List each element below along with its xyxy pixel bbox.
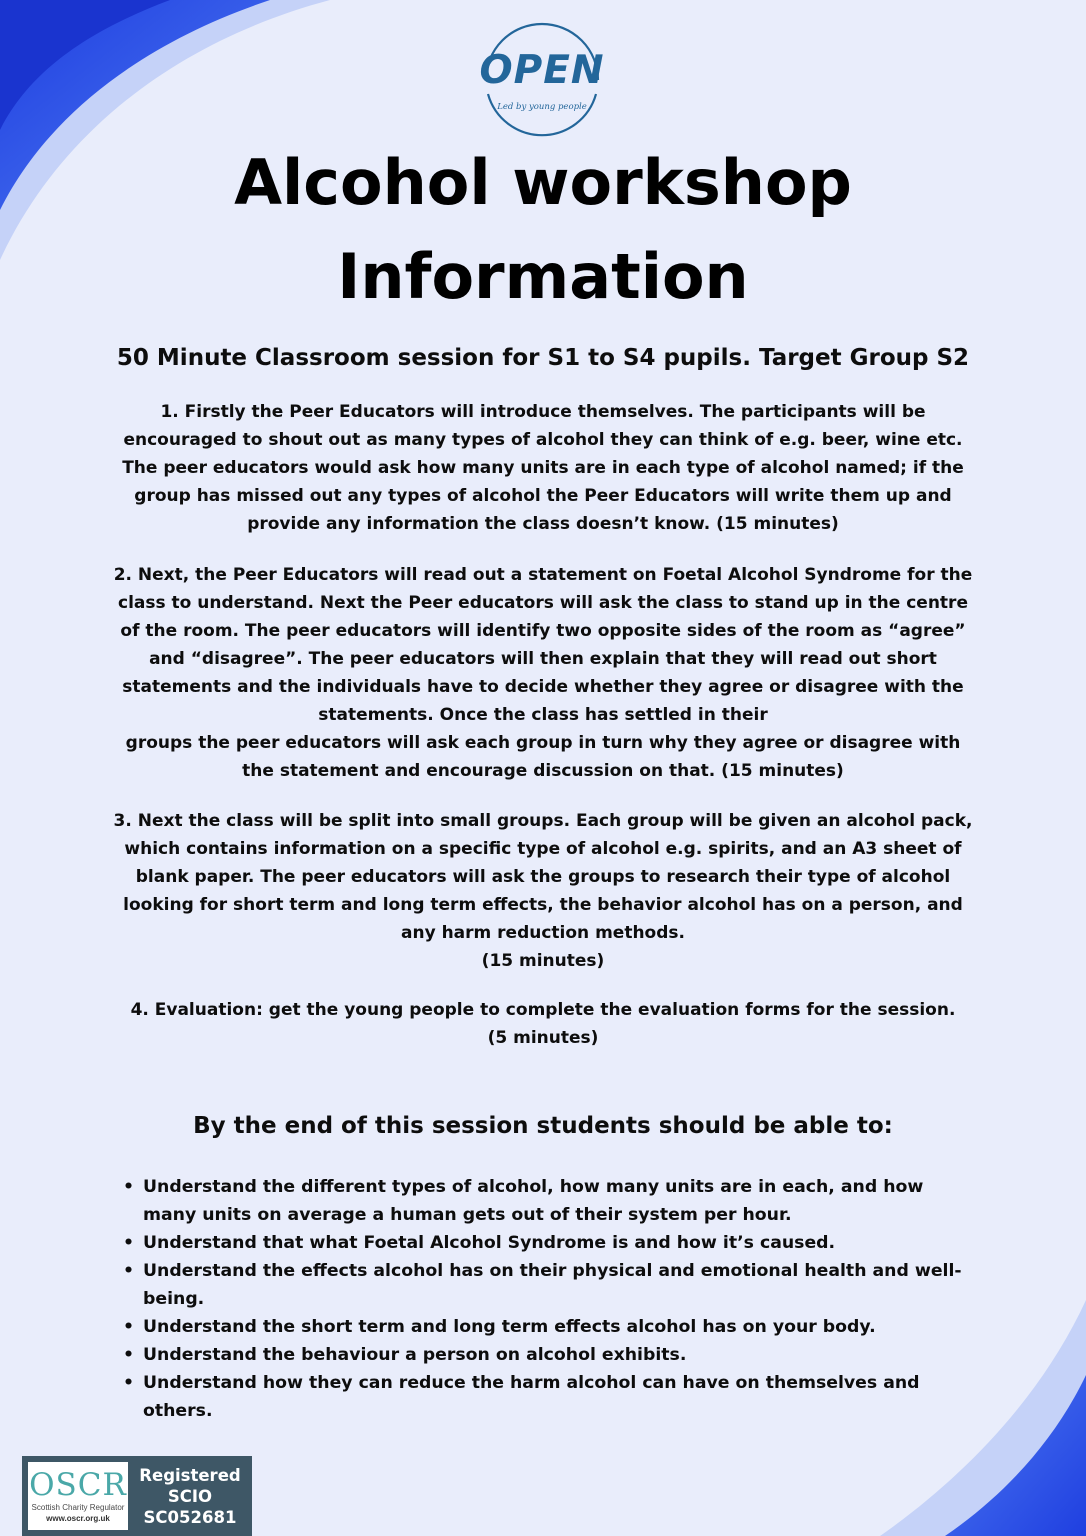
step-line: 3. Next the class will be split into small groups. Each group will be given an alcohol pack, <box>113 811 973 831</box>
step-line: provide any information the class doesn’t know. (15 minutes) <box>247 514 839 534</box>
list-item-line: being. <box>143 1289 205 1309</box>
step-line: which contains information on a specific type of alcohol e.g. spirits, and an A3 sheet of <box>124 839 962 859</box>
step-line: statements. Once the class has settled in their <box>318 705 768 725</box>
outcomes-heading: By the end of this session students should be able to: <box>193 1113 893 1139</box>
step-line: 2. Next, the Peer Educators will read out a statement on Foetal Alcohol Syndrome for the <box>113 565 973 585</box>
step-3 <box>90 807 996 975</box>
step-line: The peer educators would ask how many units are in each type of alcohol named; if the <box>122 458 964 478</box>
open-logo <box>474 22 610 146</box>
list-item <box>120 1173 980 1229</box>
step-line: encouraged to shout out as many types of alcohol they can think of e.g. beer, wine etc. <box>123 430 963 450</box>
oscr-logo-text: OSCR <box>29 1467 127 1503</box>
session-subtitle: 50 Minute Classroom session for S1 to S4 pupils. Target Group S2 <box>116 345 970 371</box>
step-line: any harm reduction methods. <box>401 923 685 943</box>
list-item <box>120 1229 980 1257</box>
oscr-logo <box>28 1462 128 1530</box>
step-line: group has missed out any types of alcohol the Peer Educators will write them up and <box>134 486 952 506</box>
step-line: and “disagree”. The peer educators will then explain that they will read out short <box>149 649 937 669</box>
list-item-line: Understand the short term and long term effects alcohol has on your body. <box>143 1317 876 1337</box>
outcomes-list <box>120 1173 980 1425</box>
list-item <box>120 1313 980 1341</box>
oscr-logo-subtitle: Scottish Charity Regulator <box>31 1503 125 1512</box>
oscr-logo-url: www.oscr.org.uk <box>46 1514 110 1523</box>
list-item <box>120 1369 980 1425</box>
list-item-line: Understand the effects alcohol has on their physical and emotional health and well- <box>143 1261 962 1281</box>
step-4 <box>90 996 996 1052</box>
step-line: of the room. The peer educators will identify two opposite sides of the room as “agree” <box>120 621 966 641</box>
page-title <box>40 136 1046 324</box>
step-line: 4. Evaluation: get the young people to complete the evaluation forms for the session. <box>130 1000 956 1020</box>
list-item-line: Understand the behaviour a person on alcohol exhibits. <box>143 1345 687 1365</box>
step-2 <box>90 561 996 785</box>
list-item-line: Understand how they can reduce the harm alcohol can have on themselves and <box>143 1373 920 1393</box>
step-line: groups the peer educators will ask each group in turn why they agree or disagree with <box>125 733 961 753</box>
step-line: 1. Firstly the Peer Educators will introduce themselves. The participants will be <box>160 402 926 422</box>
step-line: blank paper. The peer educators will ask the groups to research their type of alcohol <box>135 867 951 887</box>
step-line: class to understand. Next the Peer educators will ask the class to stand up in the centre <box>118 593 968 613</box>
oscr-registration-badge <box>22 1456 252 1536</box>
step-line: statements and the individuals have to decide whether they agree or disagree with the <box>122 677 964 697</box>
list-item-line: many units on average a human gets out of their system per hour. <box>143 1205 792 1225</box>
step-line: the statement and encourage discussion on that. (15 minutes) <box>242 761 844 781</box>
registered-label: Registered <box>139 1465 241 1485</box>
charity-number: SC052681 <box>143 1507 237 1527</box>
title-line: Alcohol workshop <box>234 146 852 219</box>
logo-tagline: Led by young people <box>497 102 587 112</box>
registration-details <box>128 1456 252 1536</box>
list-item <box>120 1341 980 1369</box>
step-1 <box>90 398 996 538</box>
logo-wordmark: OPEN <box>479 48 605 93</box>
title-line: Information <box>337 240 749 313</box>
step-line: (15 minutes) <box>481 951 605 971</box>
list-item-line: Understand the different types of alcohol, how many units are in each, and how <box>143 1177 924 1197</box>
scio-label: SCIO <box>167 1486 213 1506</box>
step-line: (5 minutes) <box>487 1028 599 1048</box>
step-line: looking for short term and long term effects, the behavior alcohol has on a person, and <box>123 895 963 915</box>
list-item-line: Understand that what Foetal Alcohol Syndrome is and how it’s caused. <box>143 1233 836 1253</box>
list-item-line: others. <box>143 1401 213 1421</box>
list-item <box>120 1257 980 1313</box>
